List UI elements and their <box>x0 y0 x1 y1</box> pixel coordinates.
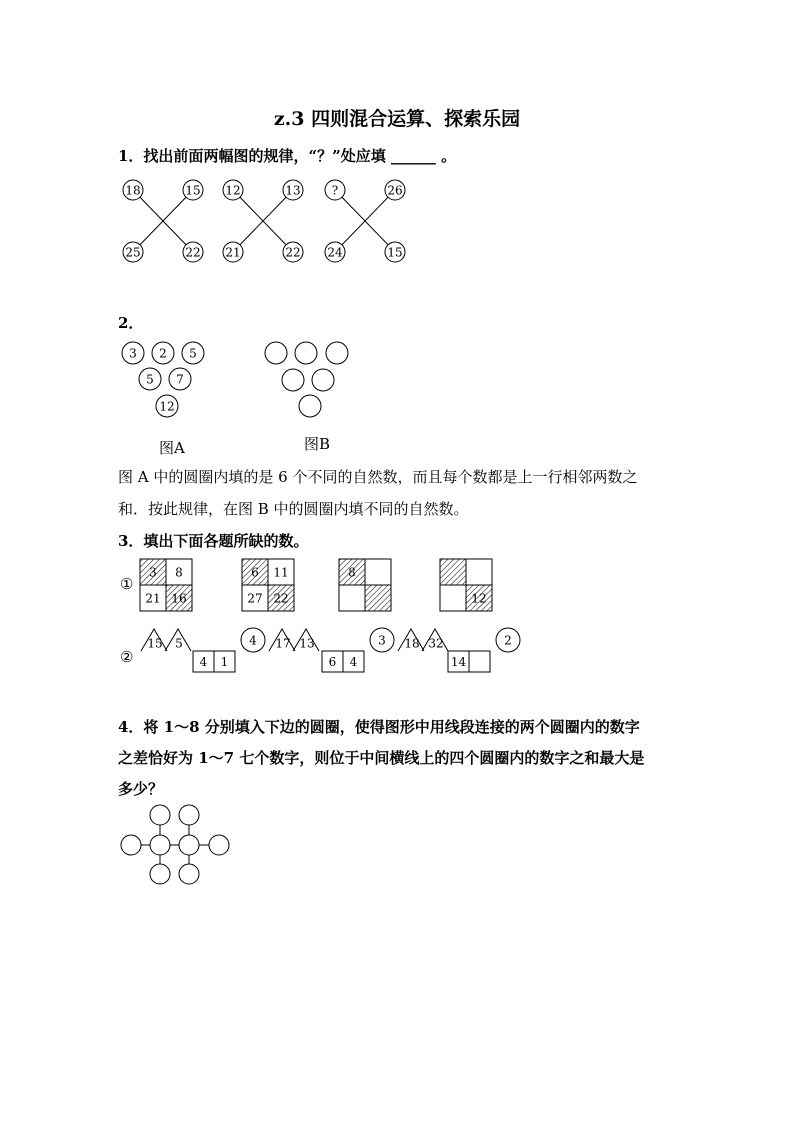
blank-circle <box>121 835 141 855</box>
figure-b-caption: 图B <box>304 435 331 453</box>
number-label: 22 <box>185 245 201 260</box>
box-number: 14 <box>450 655 467 669</box>
part-1-label: ① <box>120 575 134 593</box>
grid-number: 6 <box>251 565 259 580</box>
box-number: 4 <box>349 655 358 669</box>
blank-circle <box>179 835 199 855</box>
number-label: 25 <box>125 245 141 260</box>
question-4-line-3: 多少？ <box>118 780 164 798</box>
blank-circle <box>209 835 229 855</box>
number-label: 15 <box>185 183 201 198</box>
number-label: ? <box>331 183 339 198</box>
circle-number: 2 <box>504 633 512 648</box>
number-label: 13 <box>285 183 301 198</box>
triangle-number: 17 <box>275 636 291 651</box>
figure-a-number: 3 <box>129 346 137 361</box>
blank-circle <box>150 805 170 825</box>
grid-number: 27 <box>247 591 263 606</box>
grid-number: 16 <box>171 591 187 606</box>
grid-number: 21 <box>145 591 161 606</box>
box-number: 4 <box>199 655 208 669</box>
question-4-line-2: 之差恰好为 1～7 七个数字，则位于中间横线上的四个圆圈内的数字之和最大是 <box>118 749 645 767</box>
triangle-number: 13 <box>299 636 315 651</box>
number-label: 22 <box>285 245 301 260</box>
figure-a-number: 5 <box>189 346 197 361</box>
grid-number: 8 <box>348 565 356 580</box>
grid-number: 11 <box>273 565 289 580</box>
page-title: z.3 四则混合运算、探索乐园 <box>273 108 521 130</box>
blank-circle <box>179 805 199 825</box>
blank-circle <box>179 864 199 884</box>
question-3-text: 3．填出下面各题所缺的数。 <box>118 532 309 550</box>
number-label: 24 <box>327 245 343 260</box>
grid-number: 12 <box>471 591 487 606</box>
triangle-number: 32 <box>428 636 444 651</box>
box-number: 6 <box>328 655 337 669</box>
question-4-line-1: 4．将 1～8 分别填入下边的圆圈，使得图形中用线段连接的两个圆圈内的数字 <box>118 718 640 736</box>
blank-circle <box>150 864 170 884</box>
figure-a-caption: 图A <box>159 439 185 457</box>
figure-a-number: 7 <box>176 372 184 387</box>
part-2-label: ② <box>120 648 134 666</box>
triangle-number: 15 <box>147 636 163 651</box>
question-1-text: 1．找出前面两幅图的规律，“？”处应填 ______ 。 <box>118 147 457 165</box>
question-2-label: 2． <box>118 314 144 332</box>
grid-number: 22 <box>273 591 289 606</box>
question-2-line-1: 图 A 中的圆圈内填的是 6 个不同的自然数，而且每个数都是上一行相邻两数之 <box>118 468 638 486</box>
circle-number: 4 <box>249 633 257 648</box>
number-label: 21 <box>225 245 241 260</box>
grid-number: 3 <box>149 565 157 580</box>
grid-number: 8 <box>175 565 183 580</box>
number-label: 15 <box>387 245 403 260</box>
question-2-line-2: 和．按此规律，在图 B 中的圆圈内填不同的自然数。 <box>118 500 469 518</box>
number-label: 18 <box>125 183 141 198</box>
triangle-number: 18 <box>404 636 420 651</box>
circle-number: 3 <box>378 633 386 648</box>
figure-a-number: 12 <box>159 399 175 414</box>
figure-a-number: 5 <box>146 372 154 387</box>
number-label: 26 <box>387 183 403 198</box>
triangle-number: 5 <box>175 636 183 651</box>
box-number: 1 <box>220 655 229 669</box>
blank-circle <box>150 835 170 855</box>
number-label: 12 <box>225 183 241 198</box>
figure-a-number: 2 <box>159 346 167 361</box>
